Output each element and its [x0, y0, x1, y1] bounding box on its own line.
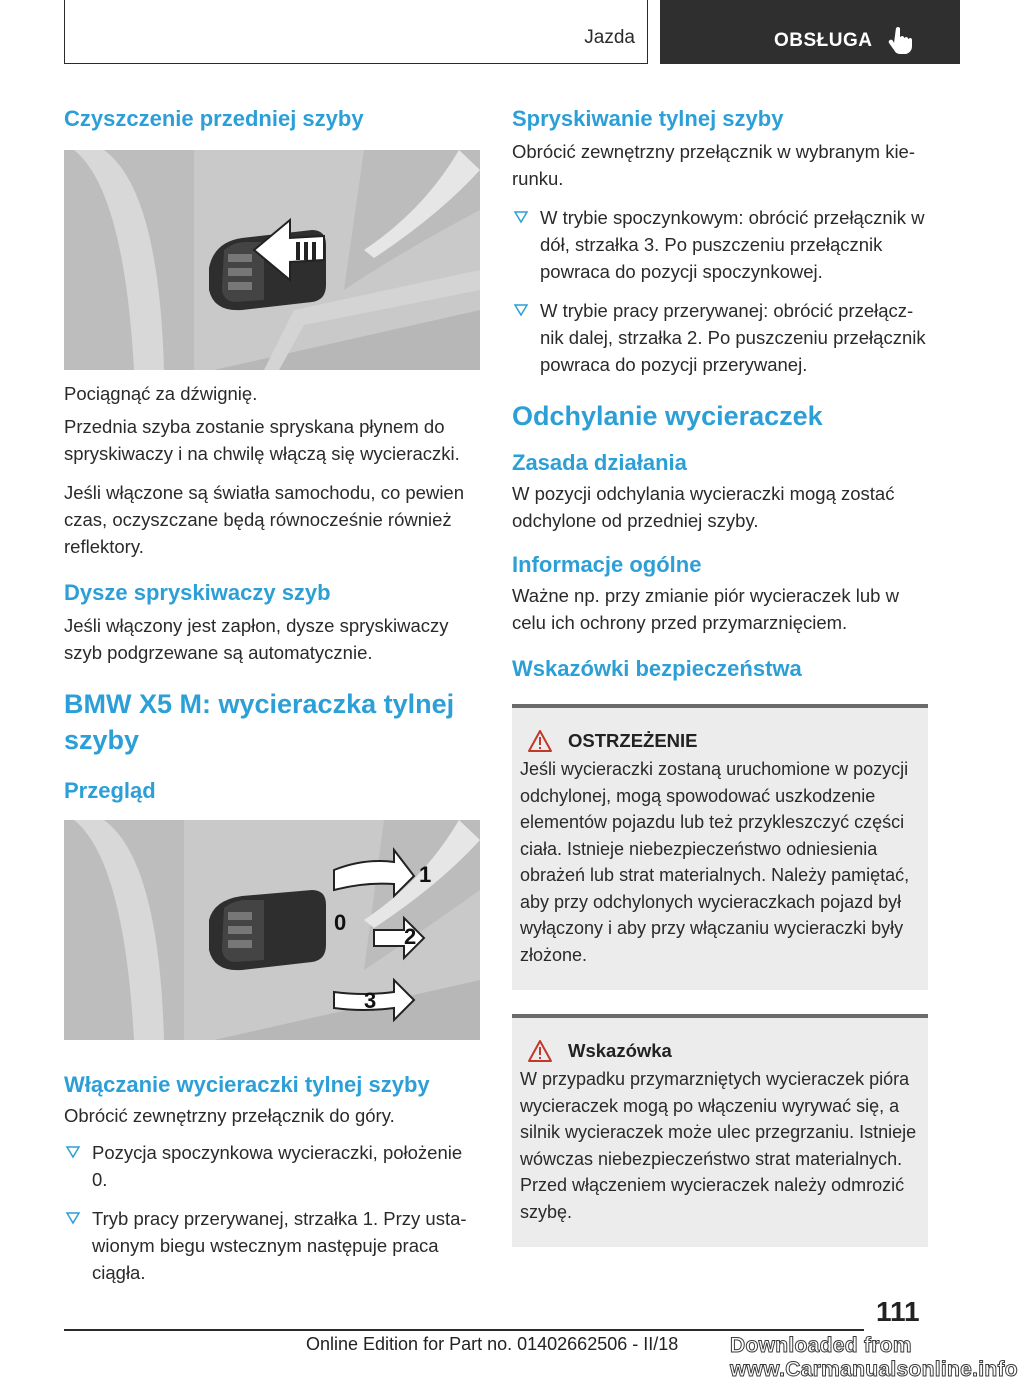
list-item-text: W trybie spoczynkowym: obrócić przełącznik w dół, strzałka 3. Po puszczeniu przełącznik powraca do pozycji spoczynkowej. — [540, 207, 925, 282]
paragraph-pull-lever: Pociągnąć za dźwignię. — [64, 383, 258, 404]
header-section-title: Jazda — [584, 27, 635, 48]
note-text: W przypadku przymarzniętych wycieraczek pióra wycieraczek mogą po włączeniu wyrywać się, a silnik wycieraczek może ulec przegrzaniu. Istnieje wówczas niebezpieczeństwo strat materialnych. Przed włączeniem wycieraczek należy odmrozić szybę. — [520, 1069, 917, 1222]
warning-title: OSTRZEŻENIE — [568, 730, 698, 751]
label-arrow-3: 3 — [364, 988, 377, 1013]
paragraph-headlights: Jeśli włączone są światła samochodu, co pewien czas, oczyszczane będą równocześnie również reflektory. — [64, 482, 465, 557]
heading-front-wash: Czyszczenie przedniej szyby — [64, 106, 364, 131]
paragraph-washer-nozzles: Jeśli włączony jest zapłon, dysze spryskiwaczy szyb podgrzewane są automatycznie. — [64, 615, 449, 663]
header-section-box — [64, 0, 648, 64]
warning-header — [520, 730, 920, 752]
watermark: Downloaded from www.Carmanualsonline.info — [730, 1334, 1018, 1381]
footer-divider — [64, 1329, 864, 1331]
note-header — [520, 1040, 920, 1062]
paragraph-front-wash-info: Przednia szyba zostanie spryskana płynem do spryskiwaczy i na chwilę włączą się wycieraczki. — [64, 416, 460, 464]
paragraph-general-info: Ważne np. przy zmianie piór wycieraczek lub w celu ich ochrony przed przymarznięciem. — [512, 585, 899, 633]
heading-rear-wiper: BMW X5 M: wycieraczka tylnej szyby — [64, 689, 455, 755]
header-chapter-tab[interactable] — [660, 0, 960, 64]
list-item — [64, 1139, 482, 1193]
figure-wiper-stalk-pull-drawing — [64, 150, 480, 370]
list-item-text: Pozycja spoczynkowa wycieraczki, położenie 0. — [92, 1142, 463, 1190]
heading-rear-wash: Spryskiwanie tylnej szyby — [512, 106, 784, 131]
hand-pointer-icon — [888, 26, 914, 54]
list-rear-wash-modes — [512, 204, 930, 378]
paragraph-principle: W pozycji odchylania wycieraczki mogą zostać odchylone od przedniej szyby. — [512, 483, 895, 531]
page-number: 111 — [876, 1296, 920, 1327]
note-box — [512, 1014, 928, 1247]
list-item — [64, 1205, 482, 1286]
header-chapter-label: OBSŁUGA — [774, 30, 873, 51]
heading-safety-notes: Wskazówki bezpieczeństwa — [512, 656, 802, 681]
list-item — [512, 297, 930, 378]
paragraph-rotate-switch: Obrócić zewnętrzny przełącznik w wybranym kierunku. — [512, 141, 916, 189]
right-column — [512, 100, 930, 1247]
left-column — [64, 100, 482, 1286]
triangle-bullet-icon — [66, 1211, 80, 1225]
heading-general-info: Informacje ogólne — [512, 552, 702, 577]
note-title: Wskazówka — [568, 1040, 672, 1061]
heading-principle: Zasada działania — [512, 450, 687, 475]
heading-overview: Przegląd — [64, 778, 156, 803]
triangle-bullet-icon — [66, 1145, 80, 1159]
footer-edition: Online Edition for Part no. 01402662506 - II/18 — [306, 1334, 679, 1354]
label-arrow-1: 1 — [419, 862, 432, 887]
heading-washer-nozzles: Dysze spryskiwaczy szyb — [64, 580, 331, 605]
warning-text: Jeśli wycieraczki zostaną uruchomione w pozycji odchylonej, mogą spowodować uszkodzenie elementów pojazdu lub też przykleszczyć części ciała. Istnieje niebezpieczeństwo odniesienia obrażeń lub strat materialnych. Należy pamiętać, aby przy odchylonych wycieraczkach pojazd był wyłączony i aby przy włączaniu wycieraczki były złożone. — [520, 759, 910, 965]
figure-rear-wiper-positions-drawing — [64, 820, 480, 1040]
list-rear-wiper-modes — [64, 1139, 482, 1286]
heading-wiper-fold: Odchylanie wycieraczek — [512, 401, 823, 431]
list-item-text: Tryb pracy przerywanej, strzałka 1. Przy ustawionym biegu wstecznym następuje praca ciągła. — [92, 1208, 467, 1283]
warning-box — [512, 704, 928, 990]
label-arrow-2: 2 — [404, 924, 417, 949]
figure-rear-wiper-positions — [64, 820, 480, 1040]
figure-wiper-stalk-pull — [64, 150, 480, 370]
list-item-text: W trybie pracy przerywanej: obrócić przełącznik dalej, strzałka 2. Po puszczeniu przełącznik powraca do pozycji przerywanej. — [540, 300, 926, 375]
triangle-bullet-icon — [514, 210, 528, 224]
heading-rear-wiper-on: Włączanie wycieraczki tylnej szyby — [64, 1072, 430, 1097]
triangle-bullet-icon — [514, 303, 528, 317]
paragraph-rotate-up: Obrócić zewnętrzny przełącznik do góry. — [64, 1105, 395, 1126]
label-position-0: 0 — [334, 910, 347, 935]
warning-triangle-icon — [528, 730, 552, 752]
warning-triangle-icon — [528, 1040, 552, 1062]
list-item — [512, 204, 930, 285]
